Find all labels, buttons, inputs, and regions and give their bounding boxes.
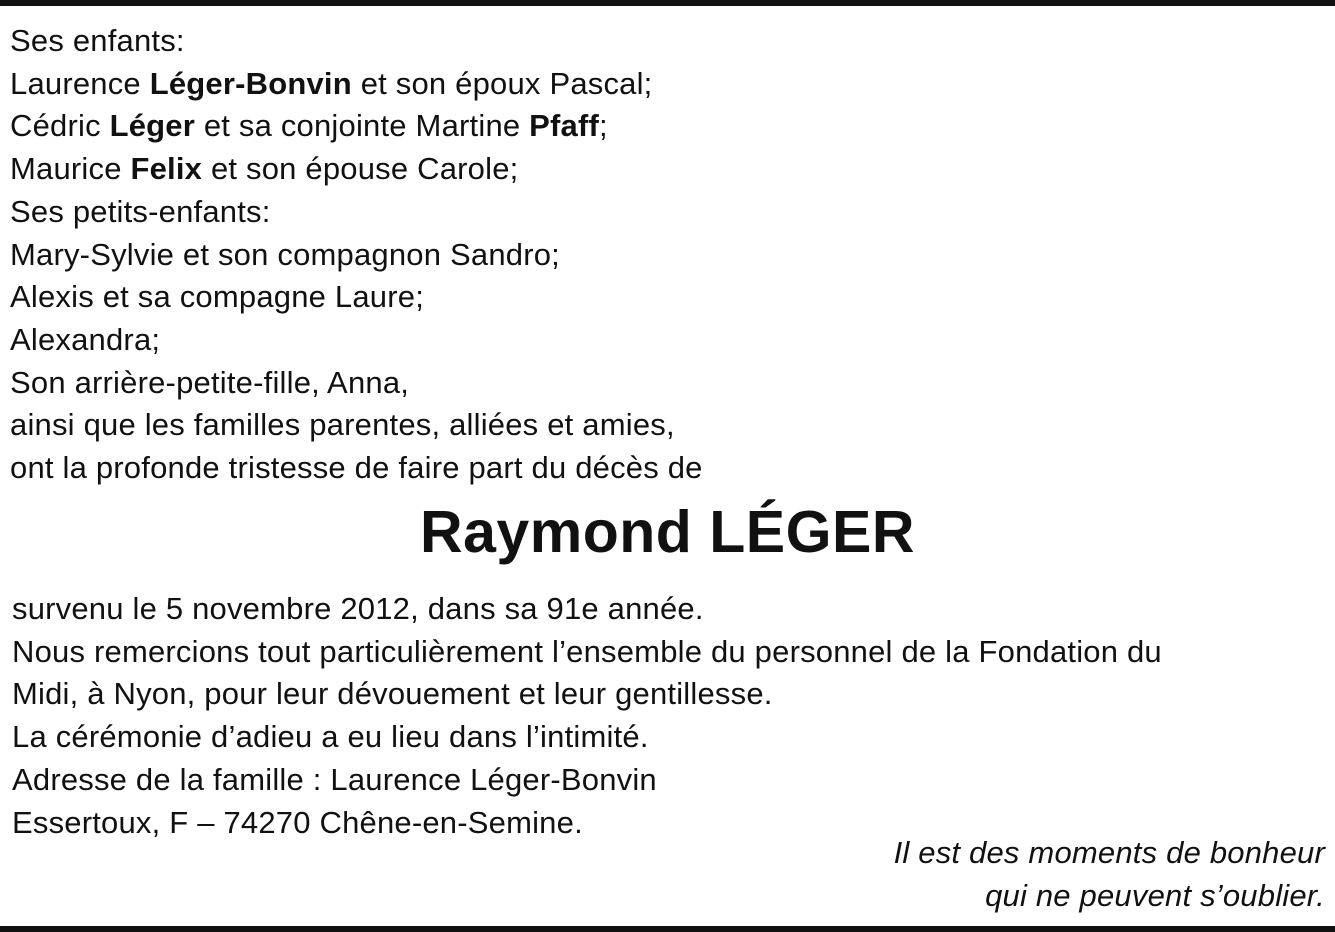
bottom-border-rule bbox=[0, 926, 1335, 932]
top-border-rule bbox=[0, 0, 1335, 6]
announcement-line: ont la profonde tristesse de faire part du décès de bbox=[10, 450, 703, 486]
child-entry bbox=[10, 105, 1320, 148]
date-of-death-line: survenu le 5 novembre 2012, dans sa 91e année. bbox=[12, 591, 704, 626]
families-line: ainsi que les familles parentes, alliées et amies, bbox=[10, 407, 675, 443]
family-address-locality: Essertoux, F – 74270 Chêne-en-Semine. bbox=[12, 804, 583, 840]
deceased-name: Raymond LÉGER bbox=[420, 499, 915, 565]
child-surname: Felix bbox=[130, 151, 203, 187]
child-entry bbox=[10, 63, 1320, 106]
partner-surname: Pfaff bbox=[529, 108, 600, 144]
grandchildren-heading: Ses petits-enfants: bbox=[10, 193, 271, 229]
children-heading: Ses enfants: bbox=[10, 23, 185, 58]
grandchild-entry: Alexis et sa compagne Laure; bbox=[10, 279, 425, 315]
thanks-line: Nous remercions tout particulièrement l’ensemble du personnel de la Fondation du bbox=[12, 633, 1162, 669]
child-partner: et son époux Pascal; bbox=[351, 65, 653, 101]
ceremony-line: La cérémonie d’adieu a eu lieu dans l’intimité. bbox=[12, 719, 649, 755]
family-address-line: Adresse de la famille : Laurence Léger-Bonvin bbox=[12, 761, 657, 797]
child-entry bbox=[10, 148, 1320, 191]
child-partner: et son épouse Carole; bbox=[202, 151, 519, 187]
great-grandchild-entry: Son arrière-petite-fille, Anna, bbox=[10, 364, 410, 400]
child-given-name: Maurice bbox=[10, 151, 131, 187]
child-surname: Léger bbox=[109, 108, 196, 144]
child-partner: et sa conjointe Martine bbox=[195, 108, 530, 144]
grandchild-entry: Alexandra; bbox=[10, 321, 161, 357]
quote-line: Il est des moments de bonheur bbox=[893, 835, 1325, 870]
punctuation: ; bbox=[599, 108, 608, 144]
family-list bbox=[10, 20, 1320, 490]
quote-line: qui ne peuvent s’oublier. bbox=[985, 877, 1325, 913]
child-given-name: Laurence bbox=[10, 65, 150, 101]
closing-quote bbox=[625, 832, 1325, 917]
child-surname: Léger-Bonvin bbox=[149, 65, 352, 101]
thanks-line-continued: Midi, à Nyon, pour leur dévouement et leur gentillesse. bbox=[12, 676, 773, 712]
child-given-name: Cédric bbox=[10, 108, 110, 144]
grandchild-entry: Mary-Sylvie et son compagnon Sandro; bbox=[10, 236, 560, 272]
notice-details bbox=[12, 588, 1327, 844]
